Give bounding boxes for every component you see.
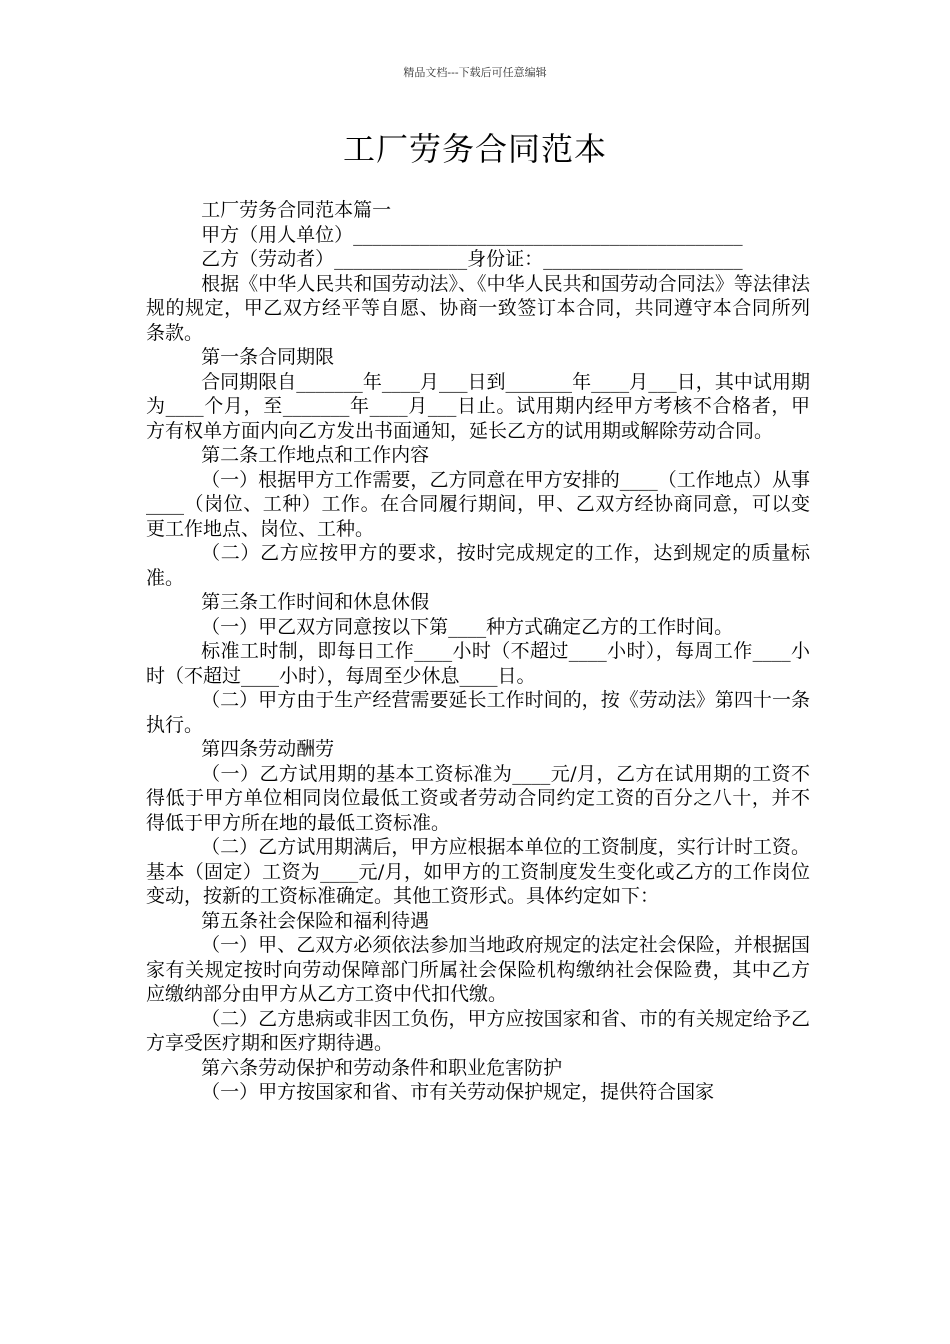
article-paragraph: （一）甲方按国家和省、市有关劳动保护规定，提供符合国家 [201, 1081, 715, 1103]
section-heading: 工厂劳务合同范本篇一 [201, 199, 392, 221]
party-b-field: 乙方（劳动者）______________身份证：_____________________ [201, 248, 743, 270]
article-paragraph: （一）根据甲方工作需要，乙方同意在甲方安排的____（工作地点）从事____（岗位、工种）工作。在合同履行期间，甲、乙双方经协商同意，可以变更工作地点、岗位、工种。 [146, 468, 810, 540]
header-note: 精品文档---下载后可任意编辑 [403, 66, 547, 79]
article-heading: 第三条工作时间和休息休假 [201, 591, 430, 613]
article-heading: 第四条劳动酬劳 [201, 738, 335, 760]
article-paragraph: （二）乙方试用期满后，甲方应根据本单位的工资制度，实行计时工资。基本（固定）工资为____元/月，如甲方的工资制度发生变化或乙方的工作岗位变动，按新的工资标准确定。其他工资形式。具体约定如下： [146, 836, 810, 907]
preamble-paragraph: 根据《中华人民共和国劳动法》、《中华人民共和国劳动合同法》等法律法规的规定，甲乙双方经平等自愿、协商一致签订本合同，共同遵守本合同所列条款。 [146, 272, 810, 344]
article-paragraph: （二）乙方应按甲方的要求，按时完成规定的工作，达到规定的质量标准。 [146, 542, 810, 589]
party-a-field: 甲方（用人单位）_________________________________________ [201, 223, 743, 246]
article-paragraph: （一）甲、乙双方必须依法参加当地政府规定的法定社会保险，并根据国家有关规定按时向劳动保障部门所属社会保险机构缴纳社会保险费，其中乙方应缴纳部分由甲方从乙方工资中代扣代缴。 [146, 934, 810, 1005]
article-heading: 第一条合同期限 [201, 346, 335, 368]
article-heading: 第二条工作地点和工作内容 [201, 444, 430, 466]
article-paragraph: （一）乙方试用期的基本工资标准为____元/月，乙方在试用期的工资不得低于甲方单位相同岗位最低工资或者劳动合同约定工资的百分之八十，并不得低于甲方所在地的最低工资标准。 [146, 762, 810, 834]
article-paragraph: 标准工时制，即每日工作____小时（不超过____小时），每周工作____小时（不超过____小时），每周至少休息____日。 [146, 640, 810, 687]
article-heading: 第五条社会保险和福利待遇 [201, 909, 430, 932]
article-paragraph: （二）乙方患病或非因工负伤，甲方应按国家和省、市的有关规定给予乙方享受医疗期和医疗期待遇。 [146, 1007, 810, 1054]
document-title: 工厂劳务合同范本 [342, 130, 607, 168]
article-paragraph: （一）甲乙双方同意按以下第____种方式确定乙方的工作时间。 [201, 615, 734, 638]
article-paragraph: （二）甲方由于生产经营需要延长工作时间的，按《劳动法》第四十一条执行。 [146, 689, 810, 736]
article-heading: 第六条劳动保护和劳动条件和职业危害防护 [201, 1056, 563, 1079]
document-body [146, 198, 810, 1105]
article-paragraph: 合同期限自_______年____月___日到_______年____月___日，其中试用期为____个月，至_______年____月___日止。试用期内经甲方考核不合格者，甲方有权单方面内向乙方发出书面通知，延长乙方的试用期或解除劳动合同。 [146, 370, 810, 442]
